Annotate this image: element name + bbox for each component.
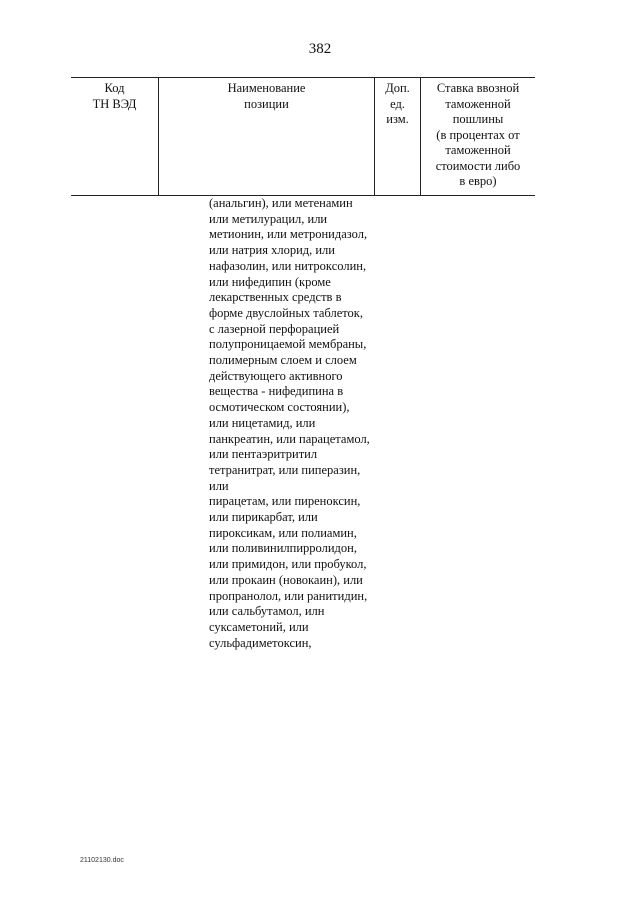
header-unit-column xyxy=(375,78,421,195)
header-code-column xyxy=(71,78,159,195)
table-header xyxy=(71,77,535,196)
header-rate-column xyxy=(421,78,535,195)
header-rate-line: Ставка ввозной xyxy=(436,81,520,95)
text-line: или примидон, или пробукол, xyxy=(209,557,367,572)
page-number: 382 xyxy=(308,41,332,57)
header-rate-line: таможенной xyxy=(445,96,511,111)
text-line: тетранитрат, или пиперазин, xyxy=(209,462,361,477)
text-line: действующего активного xyxy=(209,368,343,383)
text-line: суксаметоний, или xyxy=(209,619,309,634)
text-line: или xyxy=(209,478,229,493)
text-line: пирацетам, или пиреноксин, xyxy=(209,494,361,509)
text-line: или натрия хлорид, или xyxy=(209,243,335,258)
header-code-line: Код xyxy=(104,81,125,95)
text-line: полупроницаемой мембраны, xyxy=(209,337,367,352)
header-name-column xyxy=(159,78,375,195)
text-line: сульфадиметоксин, xyxy=(209,635,312,650)
text-line: (анальгин), или метенамин xyxy=(209,196,353,210)
header-unit-line: Доп. xyxy=(385,81,410,95)
text-line: пропранолол, или ранитидин, xyxy=(209,588,368,603)
text-line: нафазолин, или нитроксолин, xyxy=(209,258,367,273)
text-line: вещества - нифедипина в xyxy=(209,384,344,399)
text-line: или пирикарбат, или xyxy=(209,510,318,525)
text-line: или пентаэритритил xyxy=(209,447,318,462)
header-rate-line: таможенной xyxy=(445,143,511,157)
header-rate-line: в евро) xyxy=(459,174,497,188)
header-unit-line: изм. xyxy=(386,112,409,126)
header-unit-line: ед. xyxy=(390,96,405,111)
text-line: или поливинилпирролидон, xyxy=(209,541,357,556)
header-name-line: Наименование xyxy=(227,81,306,95)
text-line: или ницетамид, или xyxy=(209,415,316,430)
text-line: или нифедипин (кроме xyxy=(209,274,331,289)
text-line: метионин, или метронидазол, xyxy=(209,227,368,242)
text-line: панкреатин, или парацетамол, xyxy=(209,431,370,446)
text-line: или метилурацил, или xyxy=(209,211,328,226)
header-rate-line: (в процентах от xyxy=(436,127,520,142)
text-line: с лазерной перфорацией xyxy=(209,321,340,336)
text-line: пироксикам, или полиамин, xyxy=(209,525,357,540)
text-line: или прокаин (новокаин), или xyxy=(209,572,363,587)
text-line: или сальбутамол, илн xyxy=(209,604,325,619)
header-code-line: ТН ВЭД xyxy=(92,96,137,111)
text-line: форме двуслойных таблеток, xyxy=(209,305,364,320)
footer-filename: 21102130.doc xyxy=(80,857,124,864)
text-line: лекарственных средств в xyxy=(209,290,342,305)
text-line: полимерным слоем и слоем xyxy=(209,353,357,368)
position-name-text xyxy=(209,196,399,651)
text-line: осмотическом состоянии), xyxy=(209,400,350,415)
header-rate-line: пошлины xyxy=(452,112,504,126)
header-name-line: позиции xyxy=(244,96,289,111)
header-rate-line: стоимости либо xyxy=(435,158,521,173)
